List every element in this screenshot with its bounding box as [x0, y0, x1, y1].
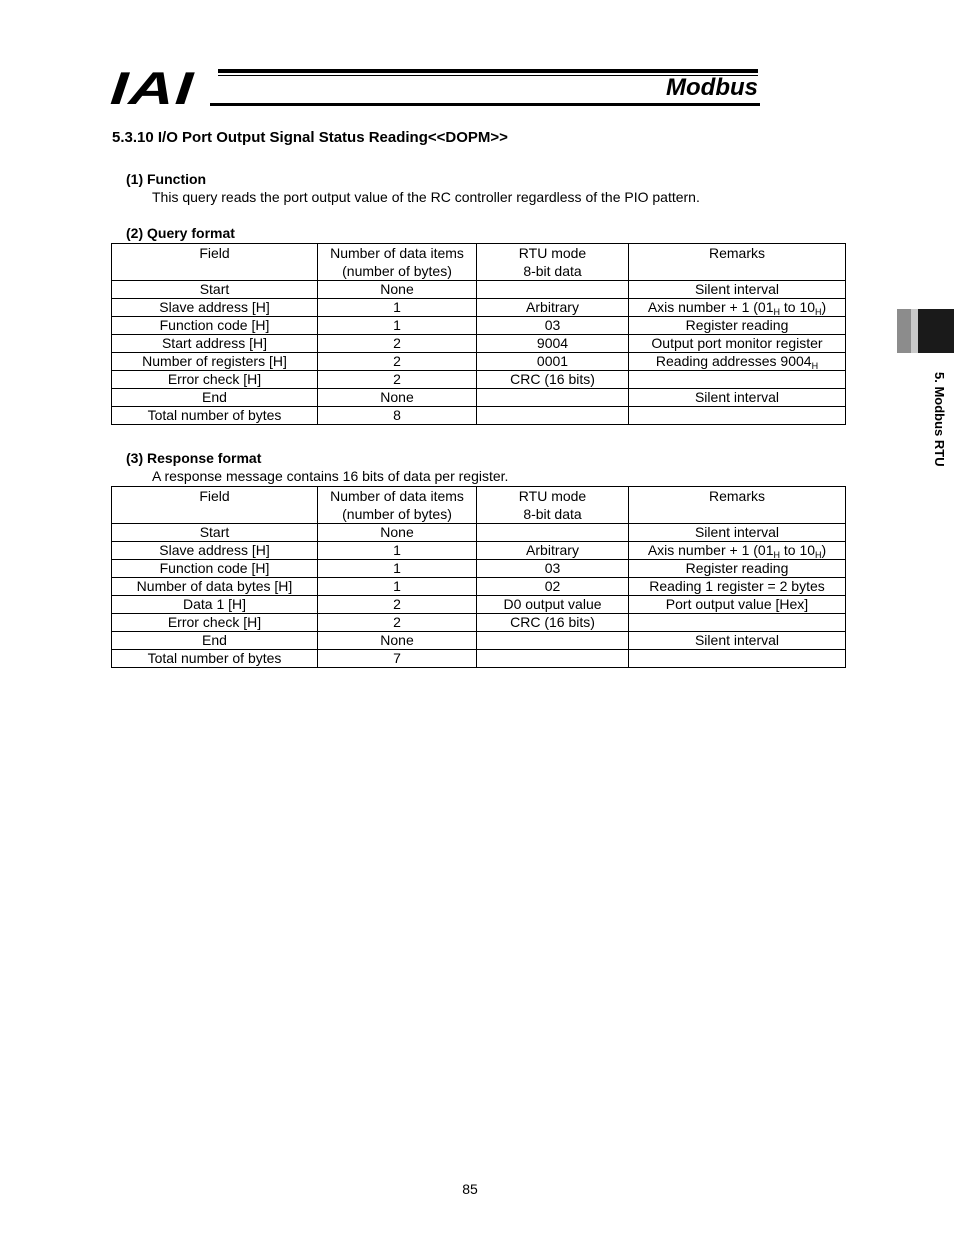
column-header-remarks: Remarks — [629, 244, 846, 281]
header-title: Modbus — [666, 74, 758, 101]
table-row: Start None Silent interval — [112, 281, 846, 299]
function-heading: (1) Function — [126, 171, 207, 187]
chapter-tab-dark — [918, 309, 954, 353]
remarks-axis-number: Axis number + 1 ($01_H$ to $10_H$) — [629, 299, 846, 317]
table-row: Data 1 [H] 2 D0 output value Port output value [Hex] — [112, 596, 846, 614]
function-text: This query reads the port output value of the RC controller regardless of the PIO pattern. — [152, 189, 700, 205]
table-row: Error check [H] 2 CRC (16 bits) — [112, 371, 846, 389]
remarks-reading-addresses: Reading addresses $9004_H$ — [629, 353, 846, 371]
column-header-field: Field — [112, 244, 318, 281]
remarks-axis-number: Axis number + 1 ($01_H$ to $10_H$) — [629, 542, 846, 560]
chapter-tab-grey — [897, 309, 911, 353]
table-row: End None Silent interval — [112, 389, 846, 407]
page-number: 85 — [462, 1181, 478, 1197]
table-row: Slave address [H] 1 Arbitrary Axis number + 1 ($01_H$ to $10_H$) — [112, 542, 846, 560]
query-format-table — [111, 243, 846, 425]
column-header-remarks: Remarks — [629, 487, 846, 524]
chapter-tab-label: 5. Modbus RTU — [932, 372, 947, 467]
table-row: Slave address [H] 1 Arbitrary Axis number + 1 ($01_H$ to $10_H$) — [112, 299, 846, 317]
table-row: Total number of bytes 7 — [112, 650, 846, 668]
table-row: Start None Silent interval — [112, 524, 846, 542]
table-row: Error check [H] 2 CRC (16 bits) — [112, 614, 846, 632]
table-row: Number of registers [H] 2 0001 Reading addresses $9004_H$ — [112, 353, 846, 371]
iai-logo: IAI — [108, 62, 196, 114]
response-text: A response message contains 16 bits of data per register. — [152, 468, 509, 484]
response-format-table — [111, 486, 846, 668]
header-rule-bottom — [210, 103, 760, 106]
response-heading: (3) Response format — [126, 450, 262, 466]
query-heading: (2) Query format — [126, 225, 235, 241]
chapter-tab-light — [911, 309, 918, 353]
table-row: Function code [H] 1 03 Register reading — [112, 317, 846, 335]
column-header-count: Number of data items (number of bytes) — [318, 244, 477, 281]
table-header-row — [112, 487, 846, 524]
table-header-row — [112, 244, 846, 281]
column-header-field: Field — [112, 487, 318, 524]
header-rule-top — [218, 69, 758, 73]
section-title: 5.3.10 I/O Port Output Signal Status Reading<<DOPM>> — [112, 129, 508, 146]
column-header-rtu: RTU mode 8-bit data — [477, 244, 629, 281]
column-header-rtu: RTU mode 8-bit data — [477, 487, 629, 524]
table-row: Number of data bytes [H] 1 02 Reading 1 register = 2 bytes — [112, 578, 846, 596]
table-row: End None Silent interval — [112, 632, 846, 650]
table-row: Start address [H] 2 9004 Output port monitor register — [112, 335, 846, 353]
table-row: Function code [H] 1 03 Register reading — [112, 560, 846, 578]
column-header-count: Number of data items (number of bytes) — [318, 487, 477, 524]
table-row: Total number of bytes 8 — [112, 407, 846, 425]
